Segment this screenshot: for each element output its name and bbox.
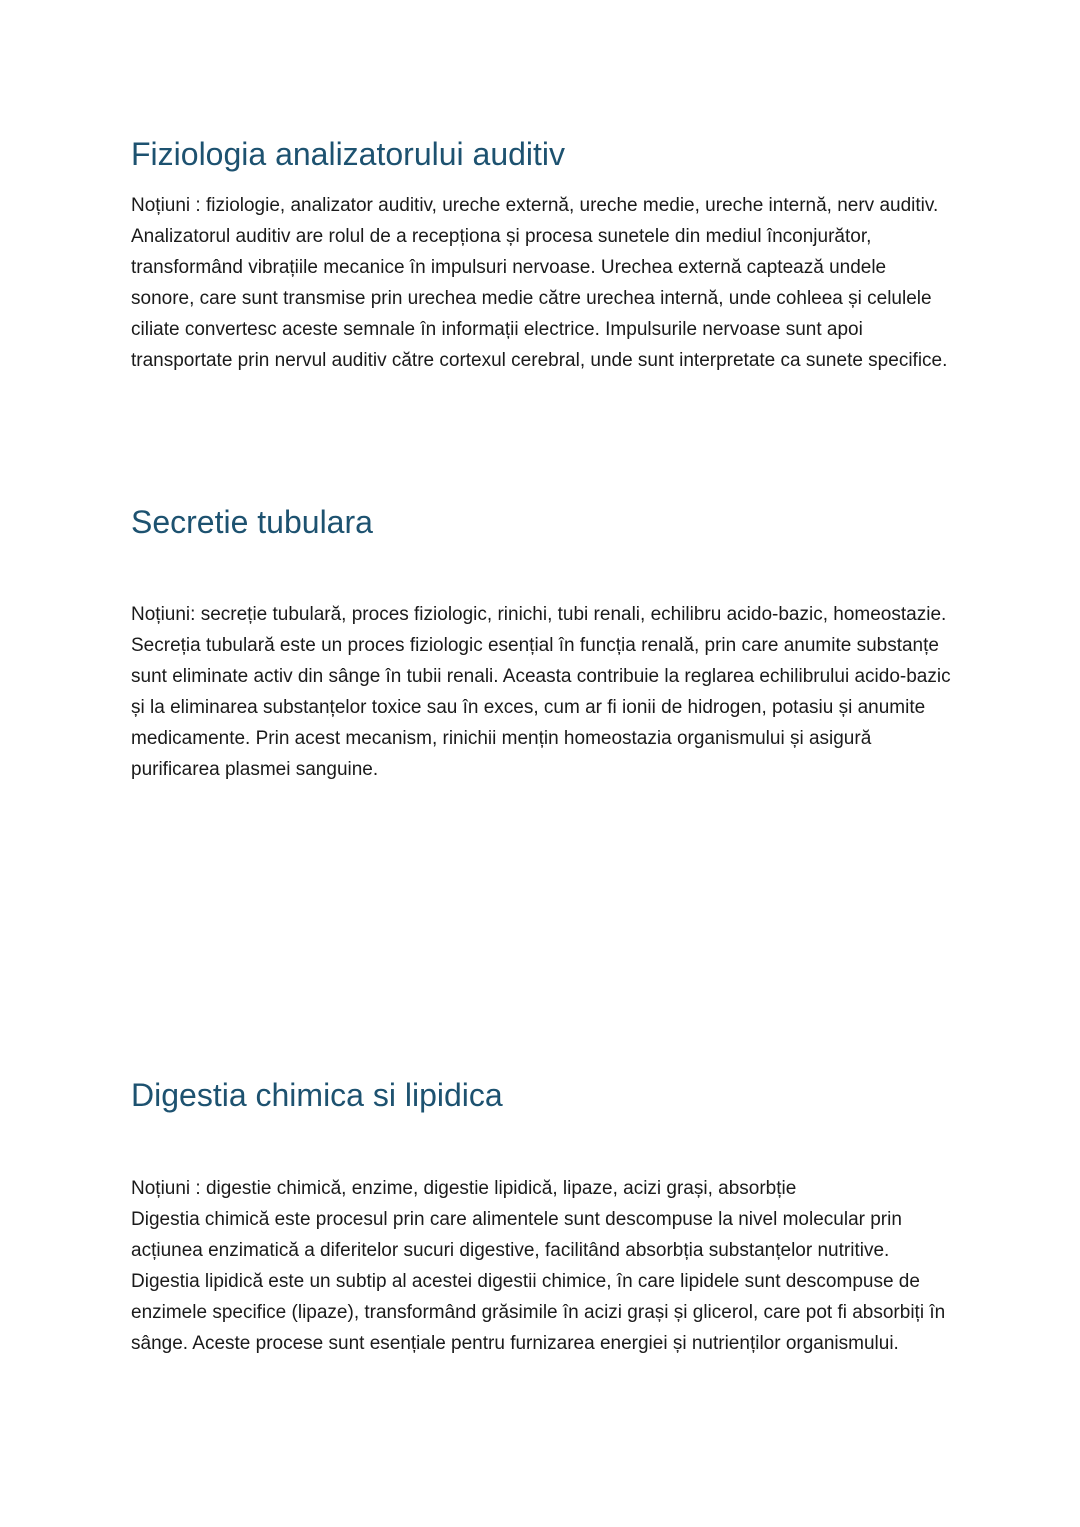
section-title: Secretie tubulara xyxy=(131,504,373,540)
section-title: Digestia chimica si lipidica xyxy=(131,1077,503,1113)
section-tubular-secretion xyxy=(131,502,951,785)
section-notions: Noțiuni : digestie chimică, enzime, digestie lipidică, lipaze, acizi grași, absorbție xyxy=(131,1178,797,1199)
section-body: Analizatorul auditiv are rolul de a recepționa și procesa sunetele din mediul înconjurător, transformând vibrațiile mecanice în impulsuri nervoase. Urechea externă captează undele sonore, care sunt transmise prin urechea medie către urechea internă, unde cohleea și celulele ciliate convertesc aceste semnale în informații electrice. Impulsurile nervoase sunt apoi transportate prin nervul auditiv către cortexul cerebral, unde sunt interpretate ca sunete specifice. xyxy=(131,226,948,371)
section-auditory-physiology xyxy=(131,134,951,376)
section-notions: Noțiuni: secreție tubulară, proces fiziologic, rinichi, tubi renali, echilibru acido-bazic, homeostazie. xyxy=(131,604,947,625)
section-body: Digestia chimică este procesul prin care alimentele sunt descompuse la nivel molecular prin acțiunea enzimatică a diferitelor sucuri digestive, facilitând absorbția substanțelor nutritive. Digestia lipidică este un subtip al acestei digestii chimice, în care lipidele sunt descompuse de enzimele specifice (lipaze), transformând grăsimile în acizi grași și glicerol, care pot fi absorbiți în sânge. Aceste procese sunt esențiale pentru furnizarea energiei și nutrienților organismului. xyxy=(131,1209,946,1354)
section-body: Secreția tubulară este un proces fiziologic esențial în funcția renală, prin care anumite substanțe sunt eliminate activ din sânge în tubii renali. Aceasta contribuie la reglarea echilibrului acido-bazic și la eliminarea substanțelor toxice sau în exces, cum ar fi ionii de hidrogen, potasiu și anumite medicamente. Prin acest mecanism, rinichii mențin homeostazia organismului și asigură purificarea plasmei sanguine. xyxy=(131,635,951,780)
section-title: Fiziologia analizatorului auditiv xyxy=(131,136,566,172)
section-notions: Noțiuni : fiziologie, analizator auditiv, ureche externă, ureche medie, ureche internă, nerv auditiv. xyxy=(131,195,939,216)
section-chemical-lipid-digestion xyxy=(131,1075,951,1359)
